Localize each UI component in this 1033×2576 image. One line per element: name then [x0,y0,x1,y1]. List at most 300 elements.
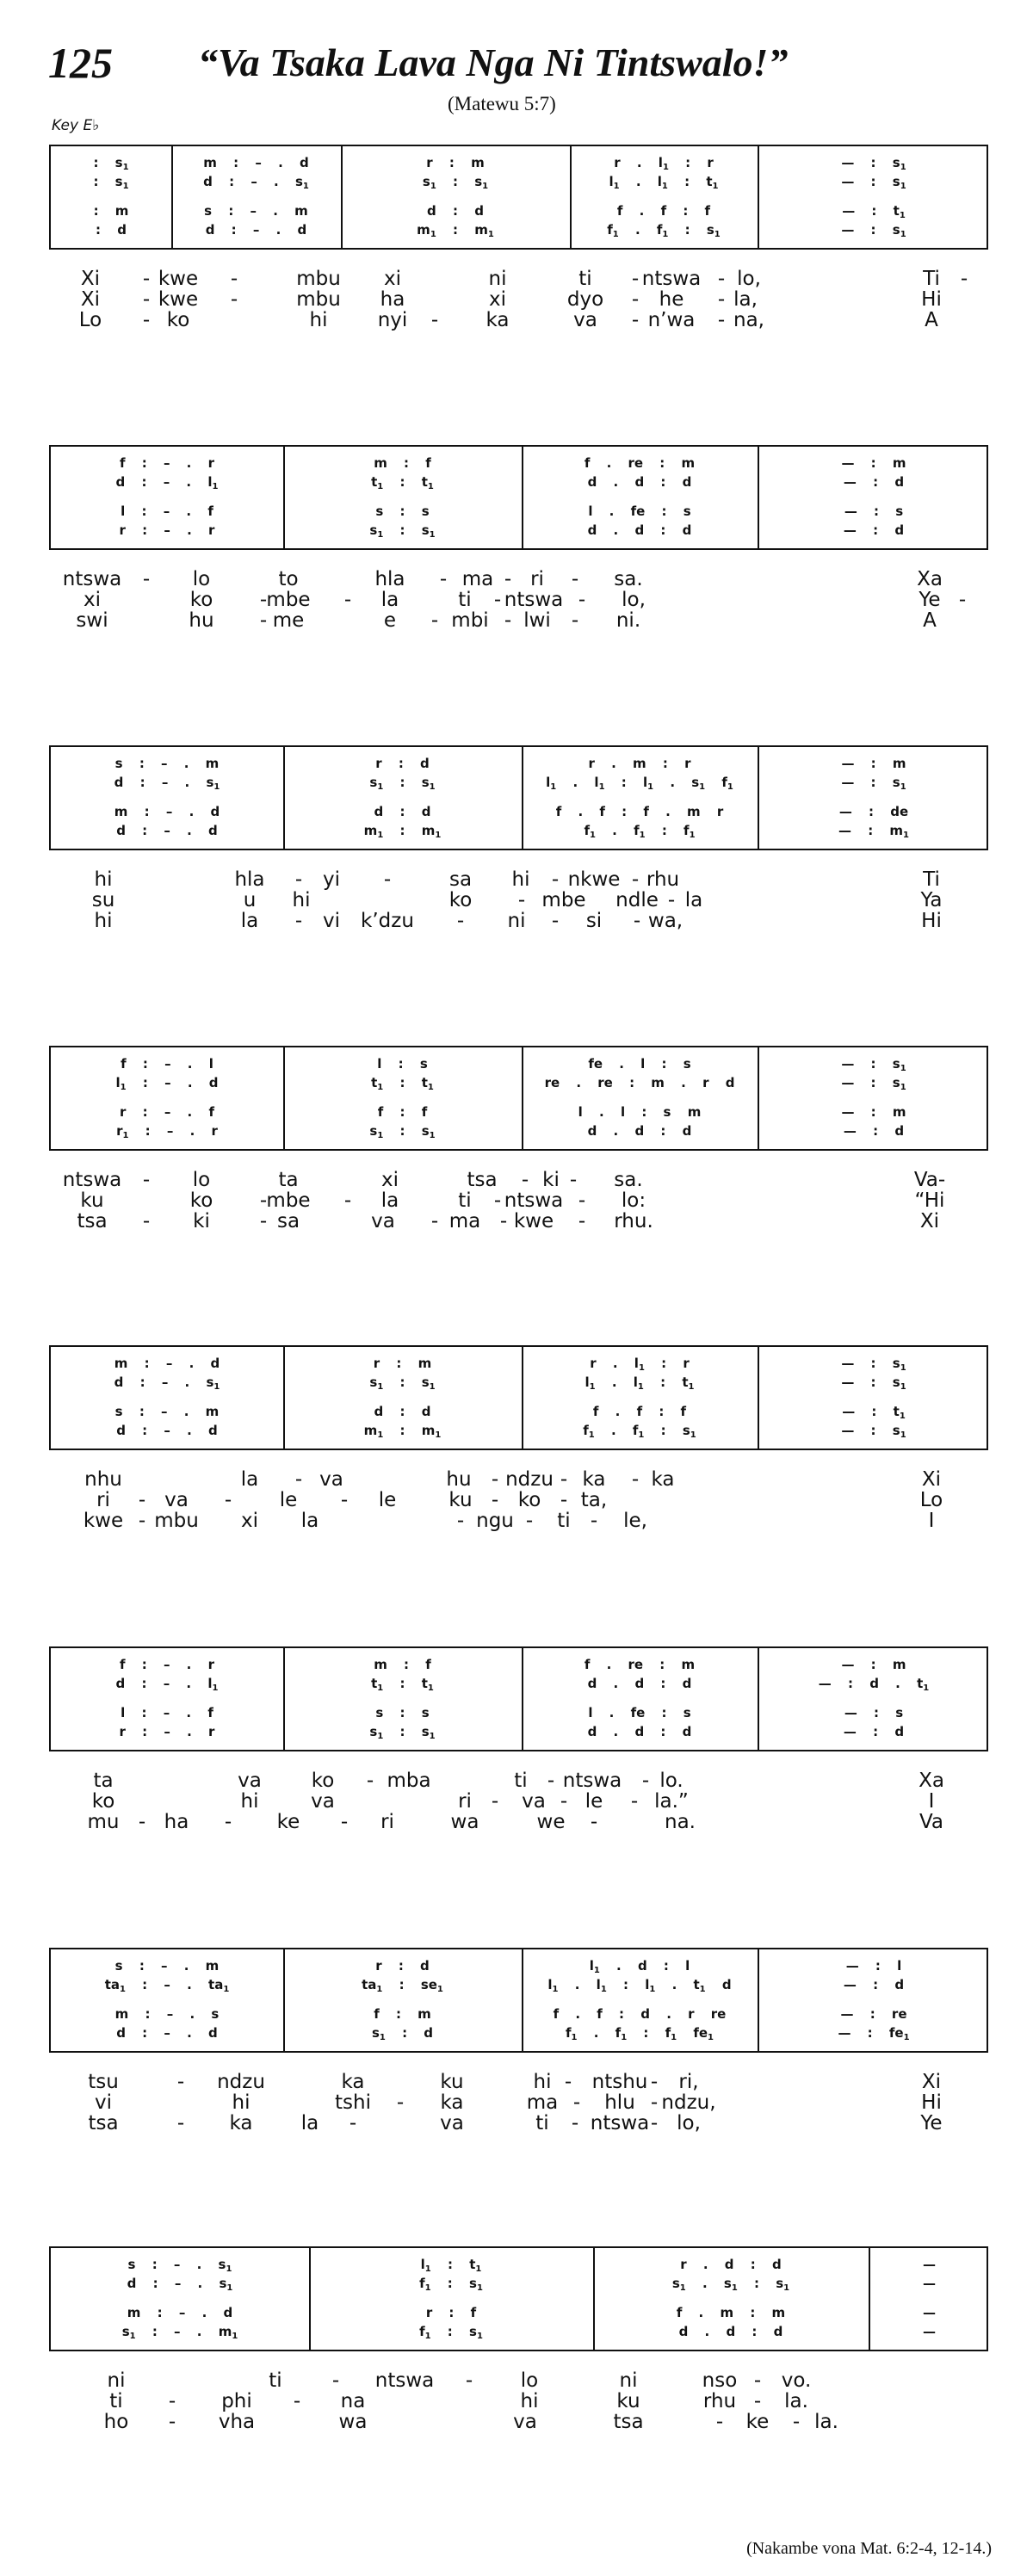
note-cell: d . d : d [678,2324,783,2339]
lyric-syllable: ndzu [217,2071,265,2093]
note-cell: — : $s_1$ [841,1374,906,1392]
lyric-syllable: ni [619,2369,638,2392]
note-cell: — : m [841,455,906,471]
lyric-syllable: ko [517,1489,541,1511]
lyric-syllable: lo [520,2369,539,2392]
bar-line [283,1047,285,1149]
lyric-syllable: ri [530,568,544,590]
lyric-syllable: ngu [476,1510,514,1532]
hyphen: - [224,1811,232,1833]
lyric-syllable: va [164,1489,189,1511]
lyric-syllable: mu [87,1811,120,1833]
lyric-syllable: ko [189,589,213,611]
lyric-syllable: ti [557,1510,571,1532]
hyphen: - [564,2071,572,2093]
hyphen: - [641,1770,650,1792]
lyric-syllable: hi [520,2390,539,2412]
note-cell: d : d [374,804,431,819]
note-cell: d . d : d [587,522,692,538]
hyphen: - [590,1510,598,1532]
hyphen: - [560,1489,568,1511]
hyphen: - [294,1468,303,1491]
lyric-syllable: wa [338,2411,368,2433]
note-cell: d : – . d [116,1423,218,1438]
lyric-syllable: mbe [266,1189,311,1212]
hyphen: - [430,1210,439,1232]
note-cell: $l_1$ : – . d [115,1075,219,1092]
hyphen: - [631,309,640,331]
hyphen: - [631,268,640,290]
lyric-syllable: sa [448,868,473,891]
note-cell: $f_1$ . $f_1$ : $f_1$ [584,823,696,840]
lyric-syllable: wa [450,1811,479,1833]
note-cell: $s_1$ : $s_1$ [369,1123,436,1140]
note-cell: — : $t_1$ [842,1404,906,1421]
note-cell: d : d [427,203,484,219]
lyric-syllable: wa, [647,910,684,932]
note-cell: r : m [373,1356,432,1371]
tonic-solfa-staff [49,1345,988,1450]
lyric-syllable: Ye [919,589,941,611]
note-cell: — : $m_1$ [838,823,910,840]
lyric-syllable: we [536,1811,566,1833]
lyric-syllable: na, [733,309,764,331]
lyric-syllable: “Hi [914,1189,945,1212]
lyric-syllable: dyo [566,288,604,311]
note-cell: m : – . d [203,155,309,170]
note-cell: l . fe : s [588,503,691,519]
hyphen: - [650,2091,659,2114]
hyphen: - [560,1468,568,1491]
lyric-syllable: ka [651,1468,675,1491]
lyric-syllable: hla [374,568,405,590]
note-cell: s : – . $s_1$ [127,2257,232,2274]
lyric-syllable: to [278,568,299,590]
hyphen: - [491,1489,499,1511]
bar-line [758,447,759,548]
lyric-syllable: la. [814,2411,838,2433]
note-cell: f . f : f . m r [555,804,724,819]
lyric-syllable: su [91,889,115,911]
lyric-syllable: xi [380,1169,399,1191]
hyphen: - [499,1210,508,1232]
lyric-syllable: xi [240,1510,259,1532]
note-cell: — [923,2257,936,2272]
note-cell: r : d [375,756,430,771]
tonic-solfa-staff [49,1046,988,1151]
hyphen: - [633,910,641,932]
hyphen: - [366,1770,374,1792]
hyphen: - [571,2112,579,2134]
bar-line [171,146,173,248]
note-cell: $l_1$ . d : l [589,1958,690,1975]
hyphen: - [504,568,512,590]
note-cell: d : – . $s_1$ [203,174,309,191]
lyric-syllable: I [928,1510,935,1532]
lyric-syllable: ti [535,2112,549,2134]
note-cell: m : f [374,455,431,471]
lyric-syllable: ki [542,1169,560,1191]
lyric-syllable: Hi [921,2091,942,2114]
lyric-syllable: vha [218,2411,256,2433]
bar-line [283,1347,285,1449]
lyric-syllable: va [513,2411,537,2433]
lyric-syllable: lo, [737,268,761,290]
hyphen: - [551,910,560,932]
lyric-syllable: tsa [88,2112,119,2134]
note-cell: d : – . d [116,823,218,838]
lyric-syllable: ta [93,1770,114,1792]
key-signature: Key E♭ [52,117,100,134]
lyric-syllable: tsa [77,1210,108,1232]
note-cell: $s_1$ : $s_1$ [369,1724,436,1741]
bar-line [869,2248,870,2350]
hyphen: - [456,910,465,932]
lyric-syllable: tsa [467,1169,498,1191]
lyric-syllable: xi [488,288,507,311]
lyric-syllable: hlu [604,2091,635,2114]
lyric-syllable: ko [91,1790,115,1813]
lyric-syllable: ntshu [591,2071,648,2093]
bar-line [522,1347,523,1449]
lyric-syllable: ni [507,910,526,932]
tonic-solfa-staff [49,445,988,550]
note-cell: $f_1$ . $f_1$ : $f_1$ $fe_1$ [566,2025,714,2042]
note-cell: r . d : d [680,2257,782,2272]
note-cell: d : – . d [116,2025,218,2041]
hyphen: - [717,309,726,331]
lyric-syllable: va [319,1468,343,1491]
hyphen: - [521,1169,529,1191]
lyric-syllable: kwe [83,1510,124,1532]
note-cell: — : $s_1$ [841,222,906,239]
lyric-syllable: ku [448,1489,473,1511]
lyric-syllable: va [311,1790,335,1813]
note-cell: s : – . m [114,1404,220,1419]
hyphen: - [294,868,303,891]
lyric-syllable: ri [458,1790,472,1813]
note-cell: s : – . m [114,1958,220,1974]
note-cell: fe . l : s [588,1056,691,1072]
note-cell: m : f [374,1657,431,1672]
lyric-syllable: lo, [622,589,646,611]
hyphen: - [142,1210,151,1232]
note-cell: r : m [426,155,485,170]
hyphen: - [168,2411,176,2433]
note-cell: $t_1$ : $t_1$ [371,474,434,491]
lyric-syllable: lo [192,1169,211,1191]
hyphen: - [958,589,967,611]
lyric-syllable: A [923,609,937,632]
hyphen: - [142,568,151,590]
lyric-syllable: le [279,1489,298,1511]
note-cell: $s_1$ : d [371,2025,434,2042]
lyric-syllable: ko [448,889,473,911]
note-cell: $f_1$ . $f_1$ : $s_1$ [583,1423,696,1440]
lyric-syllable: ma [448,1210,481,1232]
lyric-syllable: hi [511,868,530,891]
hyphen: - [667,889,676,911]
note-cell: l . l : s m [578,1104,702,1120]
lyric-syllable: ta, [580,1489,608,1511]
lyric-syllable: lo: [621,1189,646,1212]
tonic-solfa-staff [49,145,988,250]
tonic-solfa-staff [49,745,988,850]
lyric-syllable: mbu [296,288,341,311]
lyric-syllable: xi [83,589,102,611]
note-cell: d . d : d [587,1724,692,1739]
hyphen: - [142,309,151,331]
hyphen: - [753,2390,762,2412]
bar-line [758,1949,759,2051]
note-cell: — : $t_1$ [842,203,906,220]
lyric-syllable: hu [189,609,214,632]
lyric-syllable: mbe [541,889,586,911]
note-cell: — : s [844,1705,904,1720]
tonic-solfa-staff [49,1948,988,2053]
lyric-syllable: Va [919,1811,944,1833]
lyric-syllable: ntswa [62,1169,122,1191]
lyric-syllable: nkwe [567,868,621,891]
hyphen: - [343,589,352,611]
lyric-syllable: ndzu, [661,2091,716,2114]
lyric-syllable: ti [109,2390,123,2412]
lyric-syllable: ma [526,2091,559,2114]
note-cell: r . $l_1$ : r [590,1356,690,1373]
note-cell: d : – . $s_1$ [127,2276,233,2293]
hyphen: - [960,268,968,290]
lyric-syllable: ri [380,1811,394,1833]
bar-line [593,2248,595,2350]
note-cell: d : – . $s_1$ [114,1374,220,1392]
note-cell: $m_1$ : $m_1$ [363,1423,442,1440]
bar-line [522,447,523,548]
lyric-syllable: ti [458,589,472,611]
hyphen: - [396,2091,405,2114]
lyric-syllable: tsa [613,2411,644,2433]
lyric-syllable: yi [322,868,341,891]
lyric-syllable: nhu [84,1468,122,1491]
note-cell: $ta_1$ : $se_1$ [362,1977,443,1994]
hyphen: - [383,868,392,891]
note-cell: $s_1$ : – . $m_1$ [121,2324,238,2341]
hyphen: - [717,288,726,311]
lyric-syllable: ni [488,268,507,290]
lyric-syllable: rhu [702,2390,737,2412]
note-cell: d : d [374,1404,431,1419]
lyric-syllable: ti [578,268,592,290]
hyphen: - [142,288,151,311]
hyphen: - [491,1468,499,1491]
lyric-syllable: ha [380,288,405,311]
tonic-solfa-staff [49,1646,988,1751]
lyric-syllable: vi [322,910,341,932]
lyric-syllable: ndzu [505,1468,554,1491]
note-cell: — : m [841,1657,906,1672]
hyphen: - [569,1169,578,1191]
note-cell: — : re [840,2006,907,2022]
note-cell: l . fe : s [588,1705,691,1720]
lyric-syllable: ka [341,2071,365,2093]
note-cell: : $s_1$ [93,174,129,191]
note-cell: s : s [375,1705,430,1720]
lyric-syllable: Xi [80,288,101,311]
lyric-syllable: ko [189,1189,213,1212]
bar-line [522,1648,523,1750]
note-cell: $s_1$ . $s_1$ : $s_1$ [671,2276,790,2293]
hyphen: - [491,1790,499,1813]
hyphen: - [259,609,268,632]
note-cell: — : $s_1$ [841,1075,906,1092]
bar-line [283,747,285,849]
note-cell: $s_1$ : $s_1$ [369,775,436,792]
lyric-syllable: ka [486,309,510,331]
lyric-syllable: ko [311,1770,335,1792]
hyphen: - [578,1189,586,1212]
lyric-syllable: la, [733,288,758,311]
hyphen: - [142,1169,151,1191]
lyric-syllable: he [659,288,684,311]
lyric-syllable: va [573,309,597,331]
lyric-syllable: ntswa [504,589,564,611]
hyphen: - [560,1790,568,1813]
bar-line [522,747,523,849]
hyphen: - [504,609,512,632]
note-cell: d . d : d [587,1676,692,1691]
note-cell: $ta_1$ : – . $ta_1$ [104,1977,230,1994]
hyphen: - [493,1189,502,1212]
lyric-syllable: ko [166,309,190,331]
hyphen: - [792,2411,801,2433]
lyric-syllable: Ya [920,889,943,911]
lyric-syllable: Hi [921,910,942,932]
lyric-syllable: kwe [158,288,199,311]
note-cell: — [923,2276,936,2291]
lyric-syllable: Xi [919,1210,940,1232]
hyphen: - [259,1210,268,1232]
hyphen: - [571,568,579,590]
lyric-syllable: va [238,1770,262,1792]
lyric-syllable: la [380,1189,399,1212]
lyric-syllable: ri, [678,2071,699,2093]
bar-line [309,2248,311,2350]
hyphen: - [517,889,526,911]
note-cell: $s_1$ : $s_1$ [369,522,436,540]
lyric-syllable: la [300,1510,319,1532]
tonic-solfa-staff [49,2246,988,2351]
lyric-syllable: e [383,609,397,632]
hyphen: - [571,609,579,632]
note-cell: $f_1$ : $s_1$ [419,2324,483,2341]
hyphen: - [142,268,151,290]
note-cell: r : – . r [119,1724,215,1739]
lyric-syllable: tsu [88,2071,119,2093]
hyphen: - [630,1790,639,1813]
lyric-syllable: la [240,910,259,932]
note-cell: $t_1$ : $t_1$ [371,1075,434,1092]
hyphen: - [340,1489,349,1511]
note-cell: — : m [841,756,906,771]
note-cell: $l_1$ : $t_1$ [420,2257,482,2274]
hyphen: - [168,2390,176,2412]
note-cell: $l_1$ . $l_1$ : $t_1$ [585,1374,695,1392]
note-cell: : $s_1$ [93,155,129,172]
lyric-syllable: la.” [654,1790,689,1813]
lyric-syllable: ntswa [590,2112,650,2134]
note-cell: $t_1$ : $t_1$ [371,1676,434,1693]
hyphen: - [547,1770,555,1792]
hyphen: - [176,2112,185,2134]
note-cell: f . f : d . r re [553,2006,727,2022]
hyphen: - [715,2411,724,2433]
hyphen: - [631,1468,640,1491]
note-cell: d . d : d [587,1123,692,1139]
hyphen: - [294,910,303,932]
lyric-syllable: rhu [646,868,680,891]
lyric-syllable: ho [103,2411,129,2433]
lyric-syllable: u [243,889,257,911]
note-cell: f : m [374,2006,431,2022]
hyphen: - [590,1811,598,1833]
hyphen: - [572,2091,581,2114]
bar-line [758,1347,759,1449]
hyphen: - [631,868,640,891]
note-cell: s : s [375,503,430,519]
note-cell: l : s [377,1056,428,1072]
lyric-syllable: mbi [451,609,489,632]
bar-line [283,1949,285,2051]
note-cell: $f_1$ . $f_1$ : $s_1$ [607,222,721,239]
note-cell: $l_1$ . $l_1$ : $l_1$ . $s_1$ $f_1$ [546,775,733,792]
lyric-syllable: lwi [523,609,551,632]
lyric-syllable: na. [665,1811,696,1833]
lyric-syllable: ka [582,1468,606,1491]
lyric-syllable: lo [192,568,211,590]
note-cell: l : – . f [121,503,213,519]
hymn-number: 125 [48,39,113,87]
hyphen: - [753,2369,762,2392]
hyphen: - [493,589,502,611]
lyric-syllable: la [240,1468,259,1491]
note-cell: $f_1$ : $s_1$ [419,2276,483,2293]
lyric-syllable: Ye [920,2112,943,2134]
lyric-syllable: ntswa [374,2369,435,2392]
note-cell: — : m [841,1104,906,1120]
lyric-syllable: I [928,1790,935,1813]
lyric-syllable: Va- [913,1169,946,1191]
lyric-syllable: ntswa [504,1189,564,1212]
hyphen: - [176,2071,185,2093]
hymn-title: “Va Tsaka Lava Nga Ni Tintswalo!” [198,40,789,84]
lyric-syllable: tshi [335,2091,371,2114]
lyric-syllable: hi [309,309,328,331]
note-cell: l : – . f [121,1705,213,1720]
lyric-syllable: Lo [919,1489,943,1511]
note-cell: m : – . d [114,1356,220,1371]
scripture-reference: (Matewu 5:7) [448,93,556,114]
bar-line [341,146,343,248]
note-cell: d : – . $l_1$ [115,1676,219,1693]
lyric-syllable: Xa [919,1770,944,1792]
note-cell: d . d : d [587,474,692,490]
bar-line [758,747,759,849]
hyphen: - [430,309,439,331]
lyric-syllable: va [440,2112,464,2134]
lyric-syllable: ma [461,568,494,590]
bar-line [522,1949,523,2051]
note-cell: d : – . d [205,222,307,238]
lyric-syllable: hi [94,910,113,932]
